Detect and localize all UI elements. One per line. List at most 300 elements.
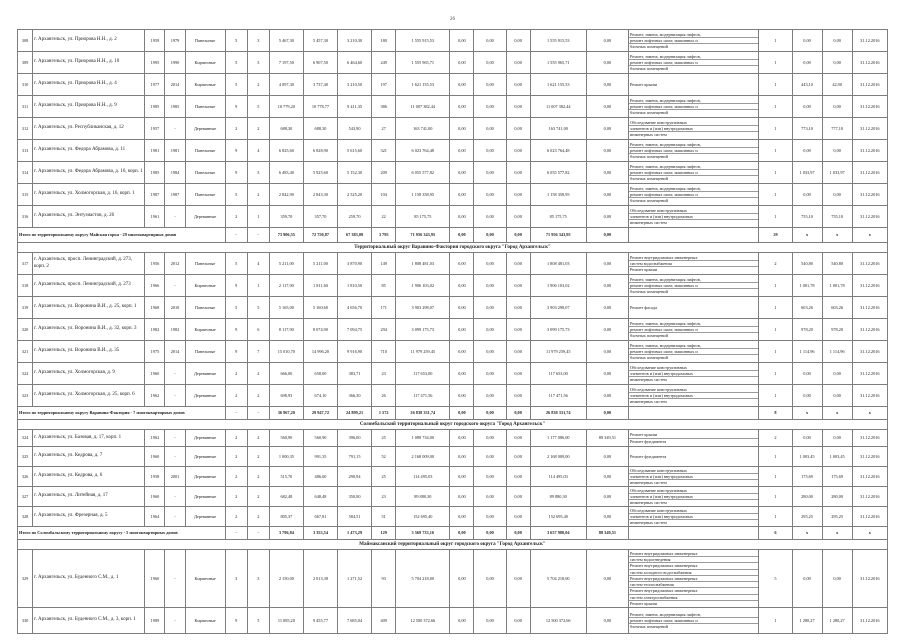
address-cell: г. Архангельск, ул. Приорова Н.Н., д. 4 <box>33 74 145 96</box>
floors-cell: 5 <box>225 52 247 74</box>
walls-cell: Кирпичные <box>185 52 225 74</box>
entrances-cell: 2 <box>247 118 269 140</box>
area-total-cell: 6 825,60 <box>269 140 303 162</box>
floors-cell: 2 <box>225 487 247 507</box>
n1-cell: 1 <box>759 467 792 487</box>
n1-cell: 1 <box>759 162 792 184</box>
cost-cell: 6 023 764,48 <box>396 140 450 162</box>
date-cell: 31.12.2016 <box>852 385 887 407</box>
area-res-cell: 3 210,50 <box>338 74 372 96</box>
cost2-cell: 89 880,30 <box>530 487 586 507</box>
entrances-cell: 1 <box>247 206 269 228</box>
col-n-total-cell: 8 <box>759 407 792 420</box>
area-res-cell: 7 685,04 <box>338 608 372 634</box>
num-cell: 320 <box>18 319 33 341</box>
year-built-cell: 1977 <box>145 74 165 96</box>
col-area-total-total-cell: 3 796,84 <box>269 527 303 540</box>
cost-total-cell: 26 838 331,74 <box>396 407 450 420</box>
n3-cell: 755,10 <box>822 206 852 228</box>
address-cell: г. Архангельск, ул. Воронина В.И., д. 35 <box>33 341 145 363</box>
c3-cell: 0,00 <box>506 74 530 96</box>
cost2-cell: 1 555 965,71 <box>530 52 586 74</box>
residents-cell: 22 <box>372 206 396 228</box>
c2-total-cell: 0,00 <box>474 228 506 243</box>
year-built-cell: 1959 <box>145 30 165 52</box>
area-living-cell: 648,48 <box>303 487 337 507</box>
residents-cell: 149 <box>372 253 396 275</box>
area-res-cell: 7 094,75 <box>338 319 372 341</box>
c1-total-cell: 0,00 <box>450 407 474 420</box>
table-row <box>18 253 888 275</box>
date-cell: 31.12.2016 <box>852 487 887 507</box>
floors-cell: 9 <box>225 275 247 297</box>
work-line: ремонт лифтовых шахт, машинных и <box>629 37 758 43</box>
floors-cell: 9 <box>225 608 247 634</box>
entrances-cell: 2 <box>247 487 269 507</box>
work-line: Ремонт фасада <box>629 304 657 310</box>
n3-cell: 0,00 <box>822 430 852 447</box>
year-built-cell: 1964 <box>145 507 165 527</box>
c4-cell: 0,00 <box>586 608 628 634</box>
walls-cell: Кирпичные <box>185 74 225 96</box>
cost-total-cell: 71 956 343,95 <box>396 228 450 243</box>
work-line: Ремонт, замена, модернизация лифтов, <box>629 53 701 59</box>
entrances-cell: 6 <box>247 319 269 341</box>
c3-cell: 0,00 <box>506 118 530 140</box>
floors-cell: 9 <box>225 162 247 184</box>
area-living-cell: 6 828,90 <box>303 140 337 162</box>
year-renov-cell: 1984 <box>165 162 185 184</box>
entrances-cell: 2 <box>247 74 269 96</box>
work-line: элементов и (или) внутридомовых <box>629 213 758 219</box>
year-built-cell: 1968 <box>145 297 165 319</box>
year-renov-cell: 2001 <box>165 467 185 487</box>
year-renov-cell: - <box>165 608 185 634</box>
works-cell <box>628 341 758 363</box>
cost2-cell: 5 704 218,00 <box>530 550 586 608</box>
c4-total-cell: 0,00 <box>586 228 628 243</box>
c2-cell: 0,00 <box>474 319 506 341</box>
work-line: Обследование конструктивных <box>629 467 687 473</box>
address-cell: г. Архангельск, ул. Базовая, д. 17, корп. 1 <box>33 430 145 447</box>
cost2-cell: 3 099 175,73 <box>530 319 586 341</box>
c1-cell: 0,00 <box>450 140 474 162</box>
works-cell <box>628 297 758 319</box>
table-row <box>18 608 888 634</box>
work-line: Ремонт крыши <box>629 81 658 87</box>
work-line: Ремонт фундамента <box>629 453 667 459</box>
work-line: систем теплоснабжения <box>629 581 758 587</box>
n1-cell: 1 <box>759 206 792 228</box>
area-living-cell: 991,35 <box>303 447 337 467</box>
n2-cell: 0,00 <box>792 30 822 52</box>
c4-cell: 0,00 <box>586 385 628 407</box>
date-cell: 31.12.2016 <box>852 608 887 634</box>
c4-cell: 0,00 <box>586 363 628 385</box>
year-built-cell: 1960 <box>145 487 165 507</box>
c4-cell: 0,00 <box>586 319 628 341</box>
n2-cell: 0,00 <box>792 363 822 385</box>
date-cell: 31.12.2016 <box>852 341 887 363</box>
work-line: блочных помещений <box>629 623 758 629</box>
year-renov-cell: 1987 <box>165 184 185 206</box>
c1-cell: 0,00 <box>450 447 474 467</box>
num-cell: 326 <box>18 467 33 487</box>
works-cell <box>628 74 758 96</box>
c4-cell: 0,00 <box>586 467 628 487</box>
c1-cell: 0,00 <box>450 487 474 507</box>
work-line: Ремонт, замена, модернизация лифтов, <box>629 320 701 326</box>
area-res-cell: 4 656,70 <box>338 297 372 319</box>
table-row <box>18 275 888 297</box>
cost2-cell: 6 055 577,82 <box>530 162 586 184</box>
works-cell <box>628 253 758 275</box>
entrances-cell: 2 <box>247 507 269 527</box>
num-cell: 325 <box>18 447 33 467</box>
table-row <box>18 447 888 467</box>
works-cell <box>628 319 758 341</box>
year-built-cell: 1961 <box>145 206 165 228</box>
c4-cell: 0,00 <box>586 140 628 162</box>
works-cell <box>628 184 758 206</box>
address-cell: г. Архангельск, просп. Ленинградский, д. 273 <box>33 275 145 297</box>
num-cell: 315 <box>18 184 33 206</box>
year-built-cell: 1982 <box>145 319 165 341</box>
col-area-total-total-cell: 73 906,55 <box>269 228 303 243</box>
works-cell <box>628 96 758 118</box>
n2-cell: 175,69 <box>792 467 822 487</box>
date-cell: 31.12.2016 <box>852 467 887 487</box>
c1-cell: 0,00 <box>450 608 474 634</box>
work-line: Ремонт крыши <box>629 266 758 272</box>
district-header-row <box>18 243 888 253</box>
col-area-total-total-cell: 36 967,20 <box>269 407 303 420</box>
work-line: блочных помещений <box>629 354 758 360</box>
area-living-cell: 8 074,90 <box>303 319 337 341</box>
year-renov-cell: - <box>165 430 185 447</box>
date-cell: 31.12.2016 <box>852 550 887 608</box>
area-living-cell: 674,10 <box>303 385 337 407</box>
cost-cell: 163 741,00 <box>396 118 450 140</box>
subtotal-row <box>18 527 888 540</box>
c3-cell: 0,00 <box>506 206 530 228</box>
area-living-cell: 1 811,60 <box>303 275 337 297</box>
c1-cell: 0,00 <box>450 184 474 206</box>
area-living-cell: 14 996,20 <box>303 341 337 363</box>
n2-cell: 443,10 <box>792 74 822 96</box>
c1-cell: 0,00 <box>450 385 474 407</box>
floors-cell: 5 <box>225 297 247 319</box>
walls-cell: Деревянные <box>185 206 225 228</box>
area-total-cell: 2 150,00 <box>269 550 303 608</box>
c2-cell: 0,00 <box>474 447 506 467</box>
date-cell: 31.12.2016 <box>852 74 887 96</box>
work-line: блочных помещений <box>629 153 758 159</box>
date-cell: 31.12.2016 <box>852 118 887 140</box>
cost-cell: 152 695,40 <box>396 507 450 527</box>
entrances-cell: 2 <box>247 363 269 385</box>
c2-cell: 0,00 <box>474 74 506 96</box>
district-header-row <box>18 420 888 430</box>
table-row <box>18 363 888 385</box>
n1-cell: 5 <box>759 550 792 608</box>
n1-cell: 1 <box>759 118 792 140</box>
n3-cell: 0,00 <box>822 96 852 118</box>
address-cell: г. Архангельск, ул. Фрезерная, д. 5 <box>33 507 145 527</box>
c1-cell: 0,00 <box>450 550 474 608</box>
work-line: ремонт лифтовых шахт, машинных и <box>629 617 758 623</box>
work-line: элементов и (или) внутридомовых <box>629 473 758 479</box>
residents-cell: 180 <box>372 30 396 52</box>
entrances-cell: 3 <box>247 550 269 608</box>
table-row <box>18 297 888 319</box>
n2-cell: 295,25 <box>792 507 822 527</box>
year-built-cell: 1995 <box>145 52 165 74</box>
area-living-cell: 5 211,00 <box>303 253 337 275</box>
n2-cell: 755,10 <box>792 206 822 228</box>
residents-cell: 321 <box>372 140 396 162</box>
district-header-row <box>18 540 888 550</box>
num-cell: 313 <box>18 140 33 162</box>
entrances-cell: 7 <box>247 341 269 363</box>
address-cell: г. Архангельск, ул. Буденного С.М., д. 1 <box>33 550 145 608</box>
address-cell: г. Архангельск, ул. Воронина В.И., д. 32, корп. 3 <box>33 319 145 341</box>
area-total-cell: 560,90 <box>269 430 303 447</box>
col-dash-total-cell: - <box>247 407 269 420</box>
n3-cell: 280,00 <box>822 487 852 507</box>
area-total-cell: 698,93 <box>269 385 303 407</box>
cost-cell: 1 906 103,02 <box>396 275 450 297</box>
num-cell: 311 <box>18 96 33 118</box>
address-cell: г. Архангельск, ул. Республиканская, д. 12 <box>33 118 145 140</box>
works-cell <box>628 140 758 162</box>
c1-cell: 0,00 <box>450 162 474 184</box>
c2-cell: 0,00 <box>474 275 506 297</box>
walls-cell: Панельные <box>185 184 225 206</box>
work-line: блочных помещений <box>629 288 758 294</box>
c4-cell: 0,00 <box>586 162 628 184</box>
work-line: систем водоснабжения <box>629 260 758 266</box>
address-cell: г. Архангельск, ул. Приорова Н.Н., д. 2 <box>33 30 145 52</box>
area-total-cell: 8 117,90 <box>269 319 303 341</box>
address-cell: г. Архангельск, ул. Воронина В.И., д. 25, корп. 1 <box>33 297 145 319</box>
entrances-cell: 4 <box>247 253 269 275</box>
n1-cell: 1 <box>759 319 792 341</box>
c4-cell: 88 349,51 <box>586 430 628 447</box>
works-cell <box>628 467 758 487</box>
works-cell <box>628 447 758 467</box>
walls-cell: Кирпичные <box>185 608 225 634</box>
year-built-cell: 1962 <box>145 385 165 407</box>
area-res-cell: 9 916,90 <box>338 341 372 363</box>
col-dash-total-cell: - <box>247 228 269 243</box>
area-res-cell: 3 210,30 <box>338 30 372 52</box>
area-res-cell: 259,70 <box>338 206 372 228</box>
area-total-cell: 10 779,20 <box>269 96 303 118</box>
work-line: блочных помещений <box>629 109 758 115</box>
work-line: блочных помещений <box>629 332 758 338</box>
area-total-cell: 359,70 <box>269 206 303 228</box>
cost2-cell: 6 023 764,48 <box>530 140 586 162</box>
area-living-cell: 6 907,50 <box>303 52 337 74</box>
floors-cell: 3 <box>225 550 247 608</box>
work-line: блочных помещений <box>629 175 758 181</box>
area-res-cell: 290,94 <box>338 467 372 487</box>
c2-cell: 0,00 <box>474 206 506 228</box>
area-res-cell: 1 810,50 <box>338 275 372 297</box>
work-line: элементов и (или) внутридомовых <box>629 493 758 499</box>
area-living-cell: 2 843,30 <box>303 184 337 206</box>
c1-cell: 0,00 <box>450 253 474 275</box>
n1-cell: 1 <box>759 487 792 507</box>
area-res-cell: 5 615,60 <box>338 140 372 162</box>
district-title: Маймаксанский территориальный округ городского округа "Город Архангельск" <box>18 540 888 550</box>
work-line: инженерных систем <box>629 479 758 485</box>
c3-cell: 0,00 <box>506 467 530 487</box>
cost2-cell: 117 653,00 <box>530 363 586 385</box>
address-cell: г. Архангельск, ул. Кедрова, д. 7 <box>33 447 145 467</box>
residents-cell: 25 <box>372 467 396 487</box>
c4-cell: 0,00 <box>586 487 628 507</box>
cost-cell: 11 979 259,45 <box>396 341 450 363</box>
n1-cell: 1 <box>759 96 792 118</box>
c3-cell: 0,00 <box>506 319 530 341</box>
work-line: Ремонт, замена, модернизация лифтов, <box>629 342 701 348</box>
date-cell: 31.12.2016 <box>852 297 887 319</box>
cost-cell: 3 903 298,07 <box>396 297 450 319</box>
c4-cell: 0,00 <box>586 507 628 527</box>
work-line: Обследование конструктивных <box>629 386 687 392</box>
n2-cell: 1 033,97 <box>792 162 822 184</box>
c3-cell: 0,00 <box>506 341 530 363</box>
works-cell <box>628 550 758 608</box>
c2-cell: 0,00 <box>474 341 506 363</box>
col-x-total-cell: х <box>852 407 887 420</box>
c4-cell: 0,00 <box>586 253 628 275</box>
work-line: блочных помещений <box>629 43 758 49</box>
cost2-cell: 2 168 009,00 <box>530 447 586 467</box>
residents-cell: 197 <box>372 74 396 96</box>
cost-cell: 89 880,30 <box>396 487 450 507</box>
table-row <box>18 430 888 447</box>
c4-cell: 0,00 <box>586 297 628 319</box>
n2-cell: 540,80 <box>792 253 822 275</box>
n2-cell: 0,00 <box>792 52 822 74</box>
walls-cell: Деревянные <box>185 487 225 507</box>
walls-cell: Панельные <box>185 253 225 275</box>
col-area-living-total-cell: 29 947,72 <box>303 407 337 420</box>
floors-cell: 2 <box>225 467 247 487</box>
work-line: ремонт лифтовых шахт, машинных и <box>629 147 758 153</box>
table-row <box>18 487 888 507</box>
n2-cell: 0,00 <box>792 184 822 206</box>
floors-cell: 2 <box>225 385 247 407</box>
date-cell: 31.12.2016 <box>852 140 887 162</box>
cost2-cell: 3 903 298,07 <box>530 297 586 319</box>
date-cell: 31.12.2016 <box>852 52 887 74</box>
c1-total-cell: 0,00 <box>450 228 474 243</box>
date-cell: 31.12.2016 <box>852 30 887 52</box>
address-cell: г. Архангельск, ул. Литейная, д. 17 <box>33 487 145 507</box>
year-built-cell: 1960 <box>145 363 165 385</box>
work-line: Ремонт внутридомовых инженерных <box>629 254 698 260</box>
works-cell <box>628 363 758 385</box>
c4-cell: 0,00 <box>586 96 628 118</box>
c3-cell: 0,00 <box>506 385 530 407</box>
area-total-cell: 4 097,30 <box>269 74 303 96</box>
col-residents-total-cell: 3 795 <box>372 228 396 243</box>
date-cell: 31.12.2016 <box>852 162 887 184</box>
c1-cell: 0,00 <box>450 507 474 527</box>
year-renov-cell: - <box>165 118 185 140</box>
year-renov-cell: - <box>165 507 185 527</box>
area-living-cell: 486,00 <box>303 467 337 487</box>
c2-total-cell: 0,00 <box>474 527 506 540</box>
n1-cell: 1 <box>759 385 792 407</box>
n1-cell: 1 <box>759 608 792 634</box>
work-line: Обследование конструктивных <box>629 207 687 213</box>
address-cell: г. Архангельск, ул. Энтузиастов, д. 26 <box>33 206 145 228</box>
c3-cell: 0,00 <box>506 52 530 74</box>
cost-cell: 2 168 009,00 <box>396 447 450 467</box>
c1-cell: 0,00 <box>450 118 474 140</box>
col-dash-total-cell: - <box>225 527 247 540</box>
work-line: Ремонт внутридомовых инженерных <box>629 551 698 557</box>
work-line: инженерных систем <box>629 376 758 382</box>
year-built-cell: 1960 <box>145 550 165 608</box>
area-total-cell: 805,37 <box>269 507 303 527</box>
cost-total-cell: 3 569 733,16 <box>396 527 450 540</box>
area-res-cell: 584,51 <box>338 507 372 527</box>
empty-total-cell <box>628 527 758 540</box>
area-living-cell: 688,30 <box>303 118 337 140</box>
cost-cell: 1 158 358,95 <box>396 184 450 206</box>
num-cell: 308 <box>18 30 33 52</box>
n3-cell: 0,00 <box>822 30 852 52</box>
work-line: Ремонт, замена, модернизация лифтов, <box>629 611 701 617</box>
c4-cell: 0,00 <box>586 341 628 363</box>
area-res-cell: 383,71 <box>338 363 372 385</box>
area-living-cell: 2 013,38 <box>303 550 337 608</box>
residents-cell: 52 <box>372 447 396 467</box>
area-total-cell: 6 483,40 <box>269 162 303 184</box>
area-res-cell: 350,00 <box>338 487 372 507</box>
n3-cell: 0,00 <box>822 385 852 407</box>
c1-cell: 0,00 <box>450 52 474 74</box>
area-total-cell: 15 010,70 <box>269 341 303 363</box>
walls-cell: Панельные <box>185 140 225 162</box>
c3-total-cell: 0,00 <box>506 228 530 243</box>
n3-cell: 175,69 <box>822 467 852 487</box>
walls-cell: Панельные <box>185 341 225 363</box>
area-res-cell: 791,15 <box>338 447 372 467</box>
num-cell: 330 <box>18 608 33 634</box>
cost2-cell: 12 500 372,66 <box>530 608 586 634</box>
table-row <box>18 507 888 527</box>
subtotal-row <box>18 228 888 243</box>
col-x-total-cell: х <box>852 527 887 540</box>
date-cell: 31.12.2016 <box>852 507 887 527</box>
area-living-cell: 9 455,77 <box>303 608 337 634</box>
cost2-cell: 163 741,00 <box>530 118 586 140</box>
n3-cell: 603,26 <box>822 297 852 319</box>
n1-cell: 1 <box>759 52 792 74</box>
c3-cell: 0,00 <box>506 447 530 467</box>
c3-cell: 0,00 <box>506 507 530 527</box>
table-row <box>18 319 888 341</box>
cost-cell: 11 007 382,44 <box>396 96 450 118</box>
c1-cell: 0,00 <box>450 363 474 385</box>
